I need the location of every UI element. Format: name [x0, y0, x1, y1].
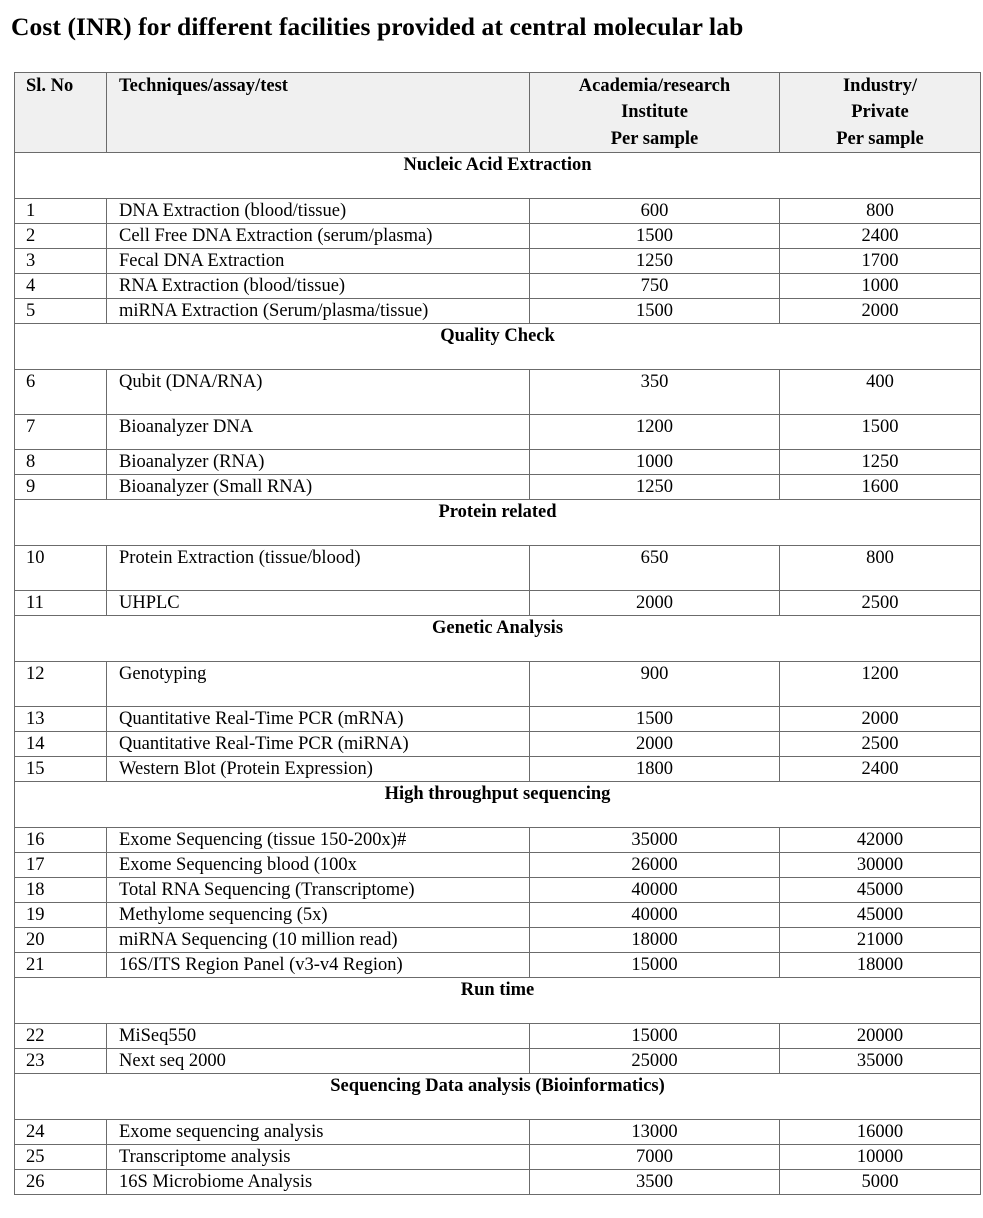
- cell-academia-cost: 40000: [530, 903, 780, 928]
- cell-technique: Exome sequencing analysis: [107, 1120, 530, 1145]
- cell-sl-no: 11: [15, 591, 107, 616]
- table-row: [15, 903, 981, 928]
- table-row: [15, 370, 981, 415]
- cell-sl-no: 12: [15, 662, 107, 707]
- section-row: [15, 153, 981, 199]
- cell-industry-cost: 45000: [780, 903, 981, 928]
- cell-academia-cost: 25000: [530, 1049, 780, 1074]
- table-row: [15, 853, 981, 878]
- cell-sl-no: 3: [15, 249, 107, 274]
- table-row: [15, 450, 981, 475]
- section-row: [15, 616, 981, 662]
- cell-academia-cost: 1250: [530, 249, 780, 274]
- cell-academia-cost: 7000: [530, 1145, 780, 1170]
- cell-technique: Exome Sequencing (tissue 150-200x)#: [107, 828, 530, 853]
- cell-academia-cost: 2000: [530, 591, 780, 616]
- table-row: [15, 1120, 981, 1145]
- cell-industry-cost: 18000: [780, 953, 981, 978]
- table-row: [15, 299, 981, 324]
- cell-technique: Exome Sequencing blood (100x: [107, 853, 530, 878]
- cell-academia-cost: 1800: [530, 757, 780, 782]
- cell-sl-no: 1: [15, 199, 107, 224]
- table-row: [15, 475, 981, 500]
- cell-academia-cost: 1500: [530, 707, 780, 732]
- cell-academia-cost: 18000: [530, 928, 780, 953]
- cell-sl-no: 4: [15, 274, 107, 299]
- cell-sl-no: 19: [15, 903, 107, 928]
- cell-industry-cost: 2500: [780, 732, 981, 757]
- cell-academia-cost: 600: [530, 199, 780, 224]
- cell-academia-cost: 650: [530, 546, 780, 591]
- cell-sl-no: 18: [15, 878, 107, 903]
- cell-technique: 16S/ITS Region Panel (v3-v4 Region): [107, 953, 530, 978]
- cell-technique: Methylome sequencing (5x): [107, 903, 530, 928]
- cell-sl-no: 16: [15, 828, 107, 853]
- cell-industry-cost: 1250: [780, 450, 981, 475]
- cell-sl-no: 17: [15, 853, 107, 878]
- cell-technique: 16S Microbiome Analysis: [107, 1170, 530, 1195]
- cell-academia-cost: 750: [530, 274, 780, 299]
- cell-sl-no: 23: [15, 1049, 107, 1074]
- table-row: [15, 878, 981, 903]
- cell-industry-cost: 30000: [780, 853, 981, 878]
- cell-technique: Next seq 2000: [107, 1049, 530, 1074]
- cell-academia-cost: 900: [530, 662, 780, 707]
- cell-industry-cost: 1600: [780, 475, 981, 500]
- cell-academia-cost: 26000: [530, 853, 780, 878]
- header-row: [15, 73, 981, 153]
- table-row: [15, 199, 981, 224]
- cell-industry-cost: 42000: [780, 828, 981, 853]
- cell-technique: Quantitative Real-Time PCR (mRNA): [107, 707, 530, 732]
- cell-industry-cost: 1200: [780, 662, 981, 707]
- section-heading: Nucleic Acid Extraction: [15, 153, 981, 199]
- cell-sl-no: 20: [15, 928, 107, 953]
- cell-sl-no: 15: [15, 757, 107, 782]
- cell-sl-no: 5: [15, 299, 107, 324]
- table-row: [15, 274, 981, 299]
- header-academia: [530, 73, 780, 153]
- cell-industry-cost: 2400: [780, 224, 981, 249]
- cell-technique: UHPLC: [107, 591, 530, 616]
- cell-academia-cost: 1250: [530, 475, 780, 500]
- section-heading: Run time: [15, 978, 981, 1024]
- table-row: [15, 415, 981, 450]
- table-body: [15, 153, 981, 1195]
- cell-industry-cost: 1500: [780, 415, 981, 450]
- cell-academia-cost: 3500: [530, 1170, 780, 1195]
- cell-sl-no: 26: [15, 1170, 107, 1195]
- cell-academia-cost: 15000: [530, 1024, 780, 1049]
- cell-academia-cost: 2000: [530, 732, 780, 757]
- cell-industry-cost: 800: [780, 546, 981, 591]
- header-sl-no: Sl. No: [15, 73, 107, 153]
- page-title: Cost (INR) for different facilities provided at central molecular lab: [11, 12, 744, 41]
- cell-industry-cost: 16000: [780, 1120, 981, 1145]
- cell-technique: DNA Extraction (blood/tissue): [107, 199, 530, 224]
- cell-industry-cost: 1000: [780, 274, 981, 299]
- cell-technique: miRNA Extraction (Serum/plasma/tissue): [107, 299, 530, 324]
- cell-sl-no: 10: [15, 546, 107, 591]
- table-row: [15, 757, 981, 782]
- cell-technique: MiSeq550: [107, 1024, 530, 1049]
- cell-technique: Protein Extraction (tissue/blood): [107, 546, 530, 591]
- table-row: [15, 546, 981, 591]
- cell-industry-cost: 20000: [780, 1024, 981, 1049]
- section-row: [15, 1074, 981, 1120]
- table-row: [15, 953, 981, 978]
- cell-sl-no: 8: [15, 450, 107, 475]
- cell-academia-cost: 1200: [530, 415, 780, 450]
- cell-sl-no: 22: [15, 1024, 107, 1049]
- cell-sl-no: 7: [15, 415, 107, 450]
- cell-sl-no: 25: [15, 1145, 107, 1170]
- cell-technique: Quantitative Real-Time PCR (miRNA): [107, 732, 530, 757]
- section-row: [15, 978, 981, 1024]
- header-technique: Techniques/assay/test: [107, 73, 530, 153]
- cell-academia-cost: 15000: [530, 953, 780, 978]
- cell-technique: Fecal DNA Extraction: [107, 249, 530, 274]
- cell-academia-cost: 13000: [530, 1120, 780, 1145]
- cell-sl-no: 21: [15, 953, 107, 978]
- cell-technique: Bioanalyzer (RNA): [107, 450, 530, 475]
- header-academia-line3: Per sample: [610, 128, 699, 149]
- section-heading: Sequencing Data analysis (Bioinformatics): [15, 1074, 981, 1120]
- table-row: [15, 1145, 981, 1170]
- cell-industry-cost: 2000: [780, 707, 981, 732]
- table-row: [15, 249, 981, 274]
- header-industry-line2: Private: [851, 102, 909, 123]
- cell-technique: Total RNA Sequencing (Transcriptome): [107, 878, 530, 903]
- cell-sl-no: 24: [15, 1120, 107, 1145]
- cell-sl-no: 13: [15, 707, 107, 732]
- cell-academia-cost: 40000: [530, 878, 780, 903]
- cell-industry-cost: 2000: [780, 299, 981, 324]
- cell-sl-no: 14: [15, 732, 107, 757]
- header-industry-line3: Per sample: [836, 128, 924, 149]
- cell-industry-cost: 45000: [780, 878, 981, 903]
- cell-industry-cost: 2400: [780, 757, 981, 782]
- cell-academia-cost: 1000: [530, 450, 780, 475]
- table-row: [15, 662, 981, 707]
- cell-technique: Bioanalyzer DNA: [107, 415, 530, 450]
- section-heading: Genetic Analysis: [15, 616, 981, 662]
- cell-industry-cost: 10000: [780, 1145, 981, 1170]
- cell-technique: Transcriptome analysis: [107, 1145, 530, 1170]
- cell-industry-cost: 35000: [780, 1049, 981, 1074]
- header-academia-line1: Academia/research: [578, 76, 731, 96]
- cell-technique: Qubit (DNA/RNA): [107, 370, 530, 415]
- cell-industry-cost: 21000: [780, 928, 981, 953]
- cell-industry-cost: 800: [780, 199, 981, 224]
- table-row: [15, 224, 981, 249]
- table-row: [15, 1049, 981, 1074]
- table-row: [15, 591, 981, 616]
- cell-industry-cost: 1700: [780, 249, 981, 274]
- cell-academia-cost: 1500: [530, 224, 780, 249]
- table-row: [15, 732, 981, 757]
- header-academia-line2: Institute: [621, 102, 688, 123]
- table-row: [15, 1170, 981, 1195]
- section-heading: High throughput sequencing: [15, 782, 981, 828]
- header-industry-line1: Industry/: [842, 76, 918, 96]
- table-row: [15, 1024, 981, 1049]
- section-row: [15, 324, 981, 370]
- cell-industry-cost: 5000: [780, 1170, 981, 1195]
- cell-industry-cost: 2500: [780, 591, 981, 616]
- table-row: [15, 707, 981, 732]
- section-row: [15, 500, 981, 546]
- header-industry: [780, 73, 981, 153]
- cell-technique: Genotyping: [107, 662, 530, 707]
- cell-technique: Western Blot (Protein Expression): [107, 757, 530, 782]
- cell-technique: RNA Extraction (blood/tissue): [107, 274, 530, 299]
- cell-technique: miRNA Sequencing (10 million read): [107, 928, 530, 953]
- section-row: [15, 782, 981, 828]
- table-row: [15, 928, 981, 953]
- cell-sl-no: 6: [15, 370, 107, 415]
- cost-table: [14, 72, 981, 1195]
- cell-academia-cost: 35000: [530, 828, 780, 853]
- cell-academia-cost: 350: [530, 370, 780, 415]
- cell-industry-cost: 400: [780, 370, 981, 415]
- cell-sl-no: 2: [15, 224, 107, 249]
- cell-technique: Bioanalyzer (Small RNA): [107, 475, 530, 500]
- cell-technique: Cell Free DNA Extraction (serum/plasma): [107, 224, 530, 249]
- table-row: [15, 828, 981, 853]
- section-heading: Quality Check: [15, 324, 981, 370]
- cell-academia-cost: 1500: [530, 299, 780, 324]
- section-heading: Protein related: [15, 500, 981, 546]
- cell-sl-no: 9: [15, 475, 107, 500]
